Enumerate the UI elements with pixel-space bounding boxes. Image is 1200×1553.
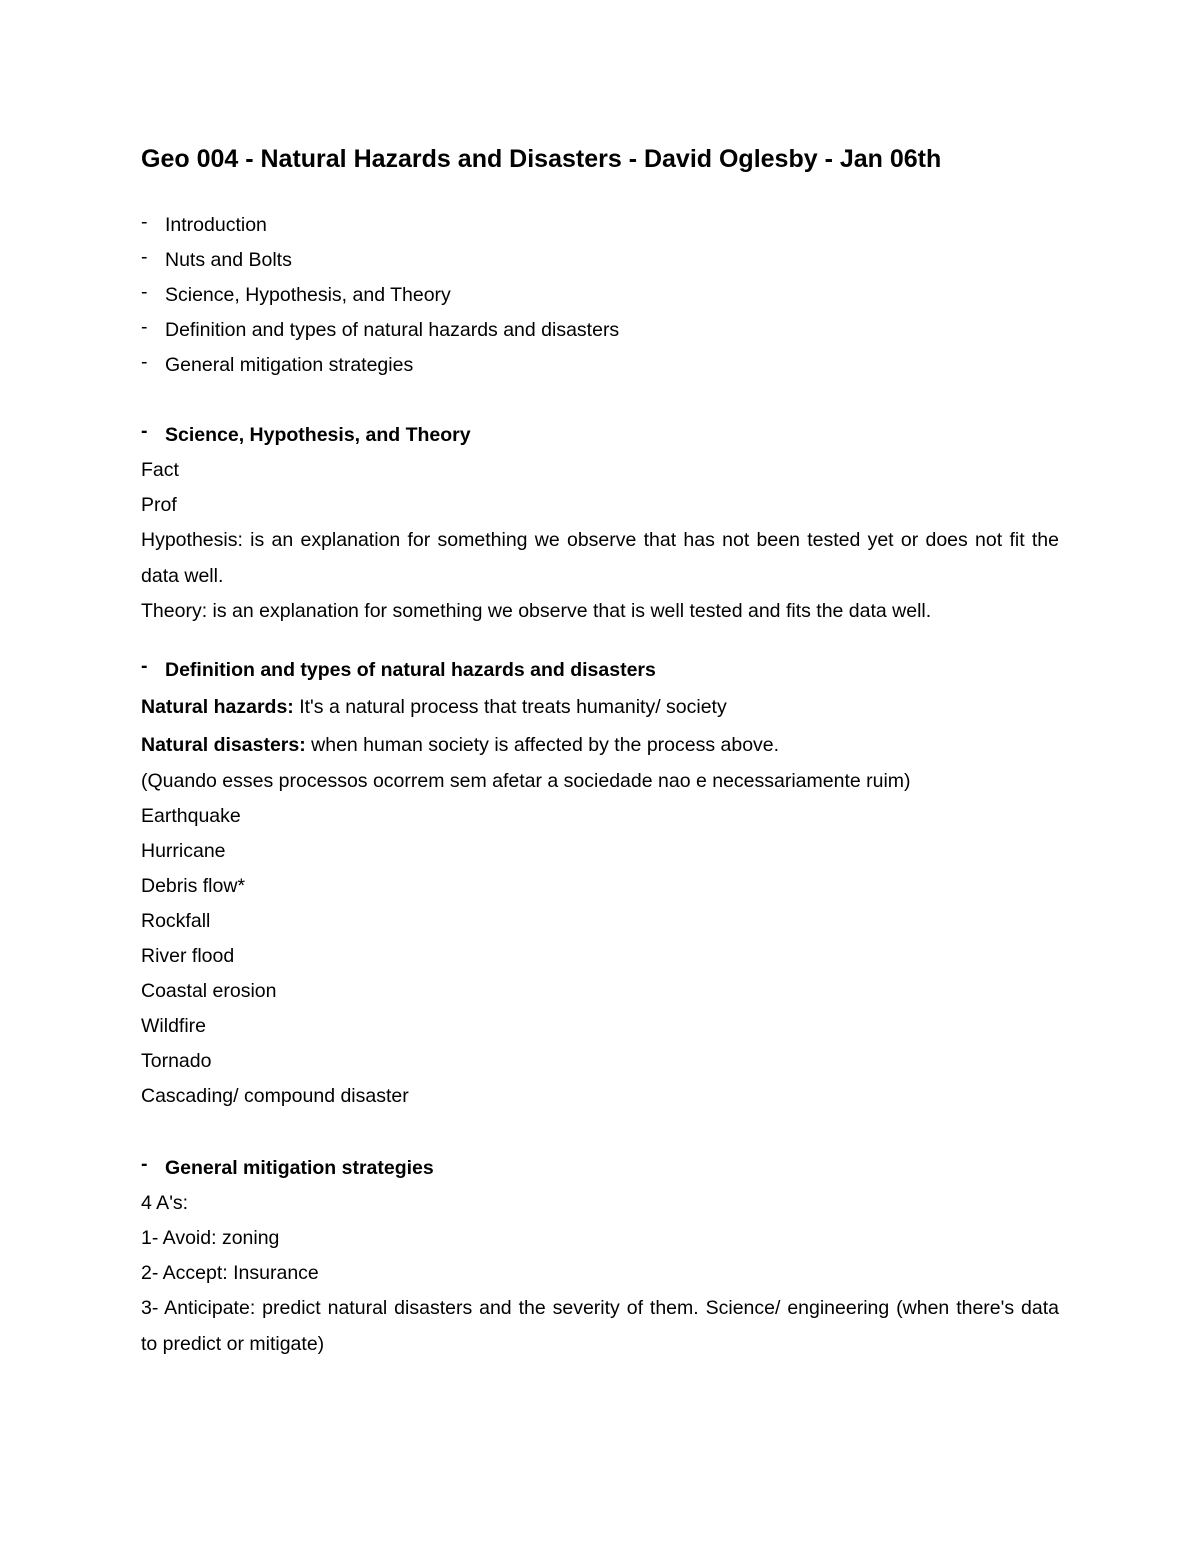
dash-bullet: - [141, 316, 148, 338]
document-page [141, 138, 1061, 1362]
natural-disasters-definition [141, 726, 1061, 764]
hazard-type: Tornado [141, 1050, 212, 1072]
prof-line: Prof [141, 494, 177, 516]
topic-label: Nuts and Bolts [165, 249, 292, 271]
topic-item [141, 348, 1061, 383]
hypothesis-paragraph: Hypothesis: is an explanation for something we observe that has not been tested yet or does not fit the data well. [141, 529, 1059, 587]
hazard-type: Hurricane [141, 840, 226, 862]
section-heading-label: Science, Hypothesis, and Theory [165, 424, 471, 446]
hazard-type: Wildfire [141, 1015, 207, 1037]
hazard-type: River flood [141, 945, 235, 967]
topic-item [141, 313, 1061, 348]
dash-bullet: - [141, 655, 148, 677]
topic-label: General mitigation strategies [165, 354, 414, 376]
fact-line: Fact [141, 459, 179, 481]
natural-hazards-definition [141, 688, 1061, 726]
topics-list [141, 208, 1061, 383]
hazard-type: Earthquake [141, 805, 241, 827]
topic-item [141, 243, 1061, 278]
hazard-type: Cascading/ compound disaster [141, 1085, 409, 1107]
theory-paragraph: Theory: is an explanation for something we observe that is well tested and fits the data well. [141, 600, 932, 622]
mitigation-item: 2- Accept: Insurance [141, 1262, 319, 1284]
dash-bullet: - [141, 211, 148, 233]
hazard-type: Rockfall [141, 910, 211, 932]
dash-bullet: - [141, 420, 148, 442]
spacer [141, 1114, 1061, 1150]
mitigation-intro: 4 A's: [141, 1192, 189, 1214]
definition-term: Natural disasters: [141, 734, 306, 756]
definition-text: when human society is affected by the process above. [305, 734, 780, 756]
hazard-type: Coastal erosion [141, 980, 277, 1002]
document-title: Geo 004 - Natural Hazards and Disasters - David Oglesby - Jan 06th [141, 145, 942, 173]
mitigation-item: 1- Avoid: zoning [141, 1227, 280, 1249]
definition-term: Natural hazards: [141, 696, 294, 718]
topic-label: Definition and types of natural hazards and disasters [165, 319, 620, 341]
dash-bullet: - [141, 246, 148, 268]
spacer [141, 629, 1061, 652]
mitigation-item: 3- Anticipate: predict natural disasters and the severity of them. Science/ engineering (when there's data to predict or mitigate) [141, 1297, 1059, 1355]
topic-item [141, 278, 1061, 313]
portuguese-note: (Quando esses processos ocorrem sem afetar a sociedade nao e necessariamente ruim) [141, 770, 911, 792]
section-heading-label: Definition and types of natural hazards and disasters [165, 659, 656, 681]
definition-text: It's a natural process that treats humanity/ society [293, 696, 727, 718]
topic-label: Science, Hypothesis, and Theory [165, 284, 451, 306]
section-heading-mitigation [141, 1150, 1061, 1186]
hazard-type: Debris flow* [141, 875, 246, 897]
dash-bullet: - [141, 281, 148, 303]
topic-item [141, 208, 1061, 243]
section-heading-definitions [141, 652, 1061, 688]
dash-bullet: - [141, 1153, 148, 1175]
section-heading-label: General mitigation strategies [165, 1157, 434, 1179]
dash-bullet: - [141, 351, 148, 373]
topic-label: Introduction [165, 214, 267, 236]
section-heading-science [141, 417, 1061, 453]
